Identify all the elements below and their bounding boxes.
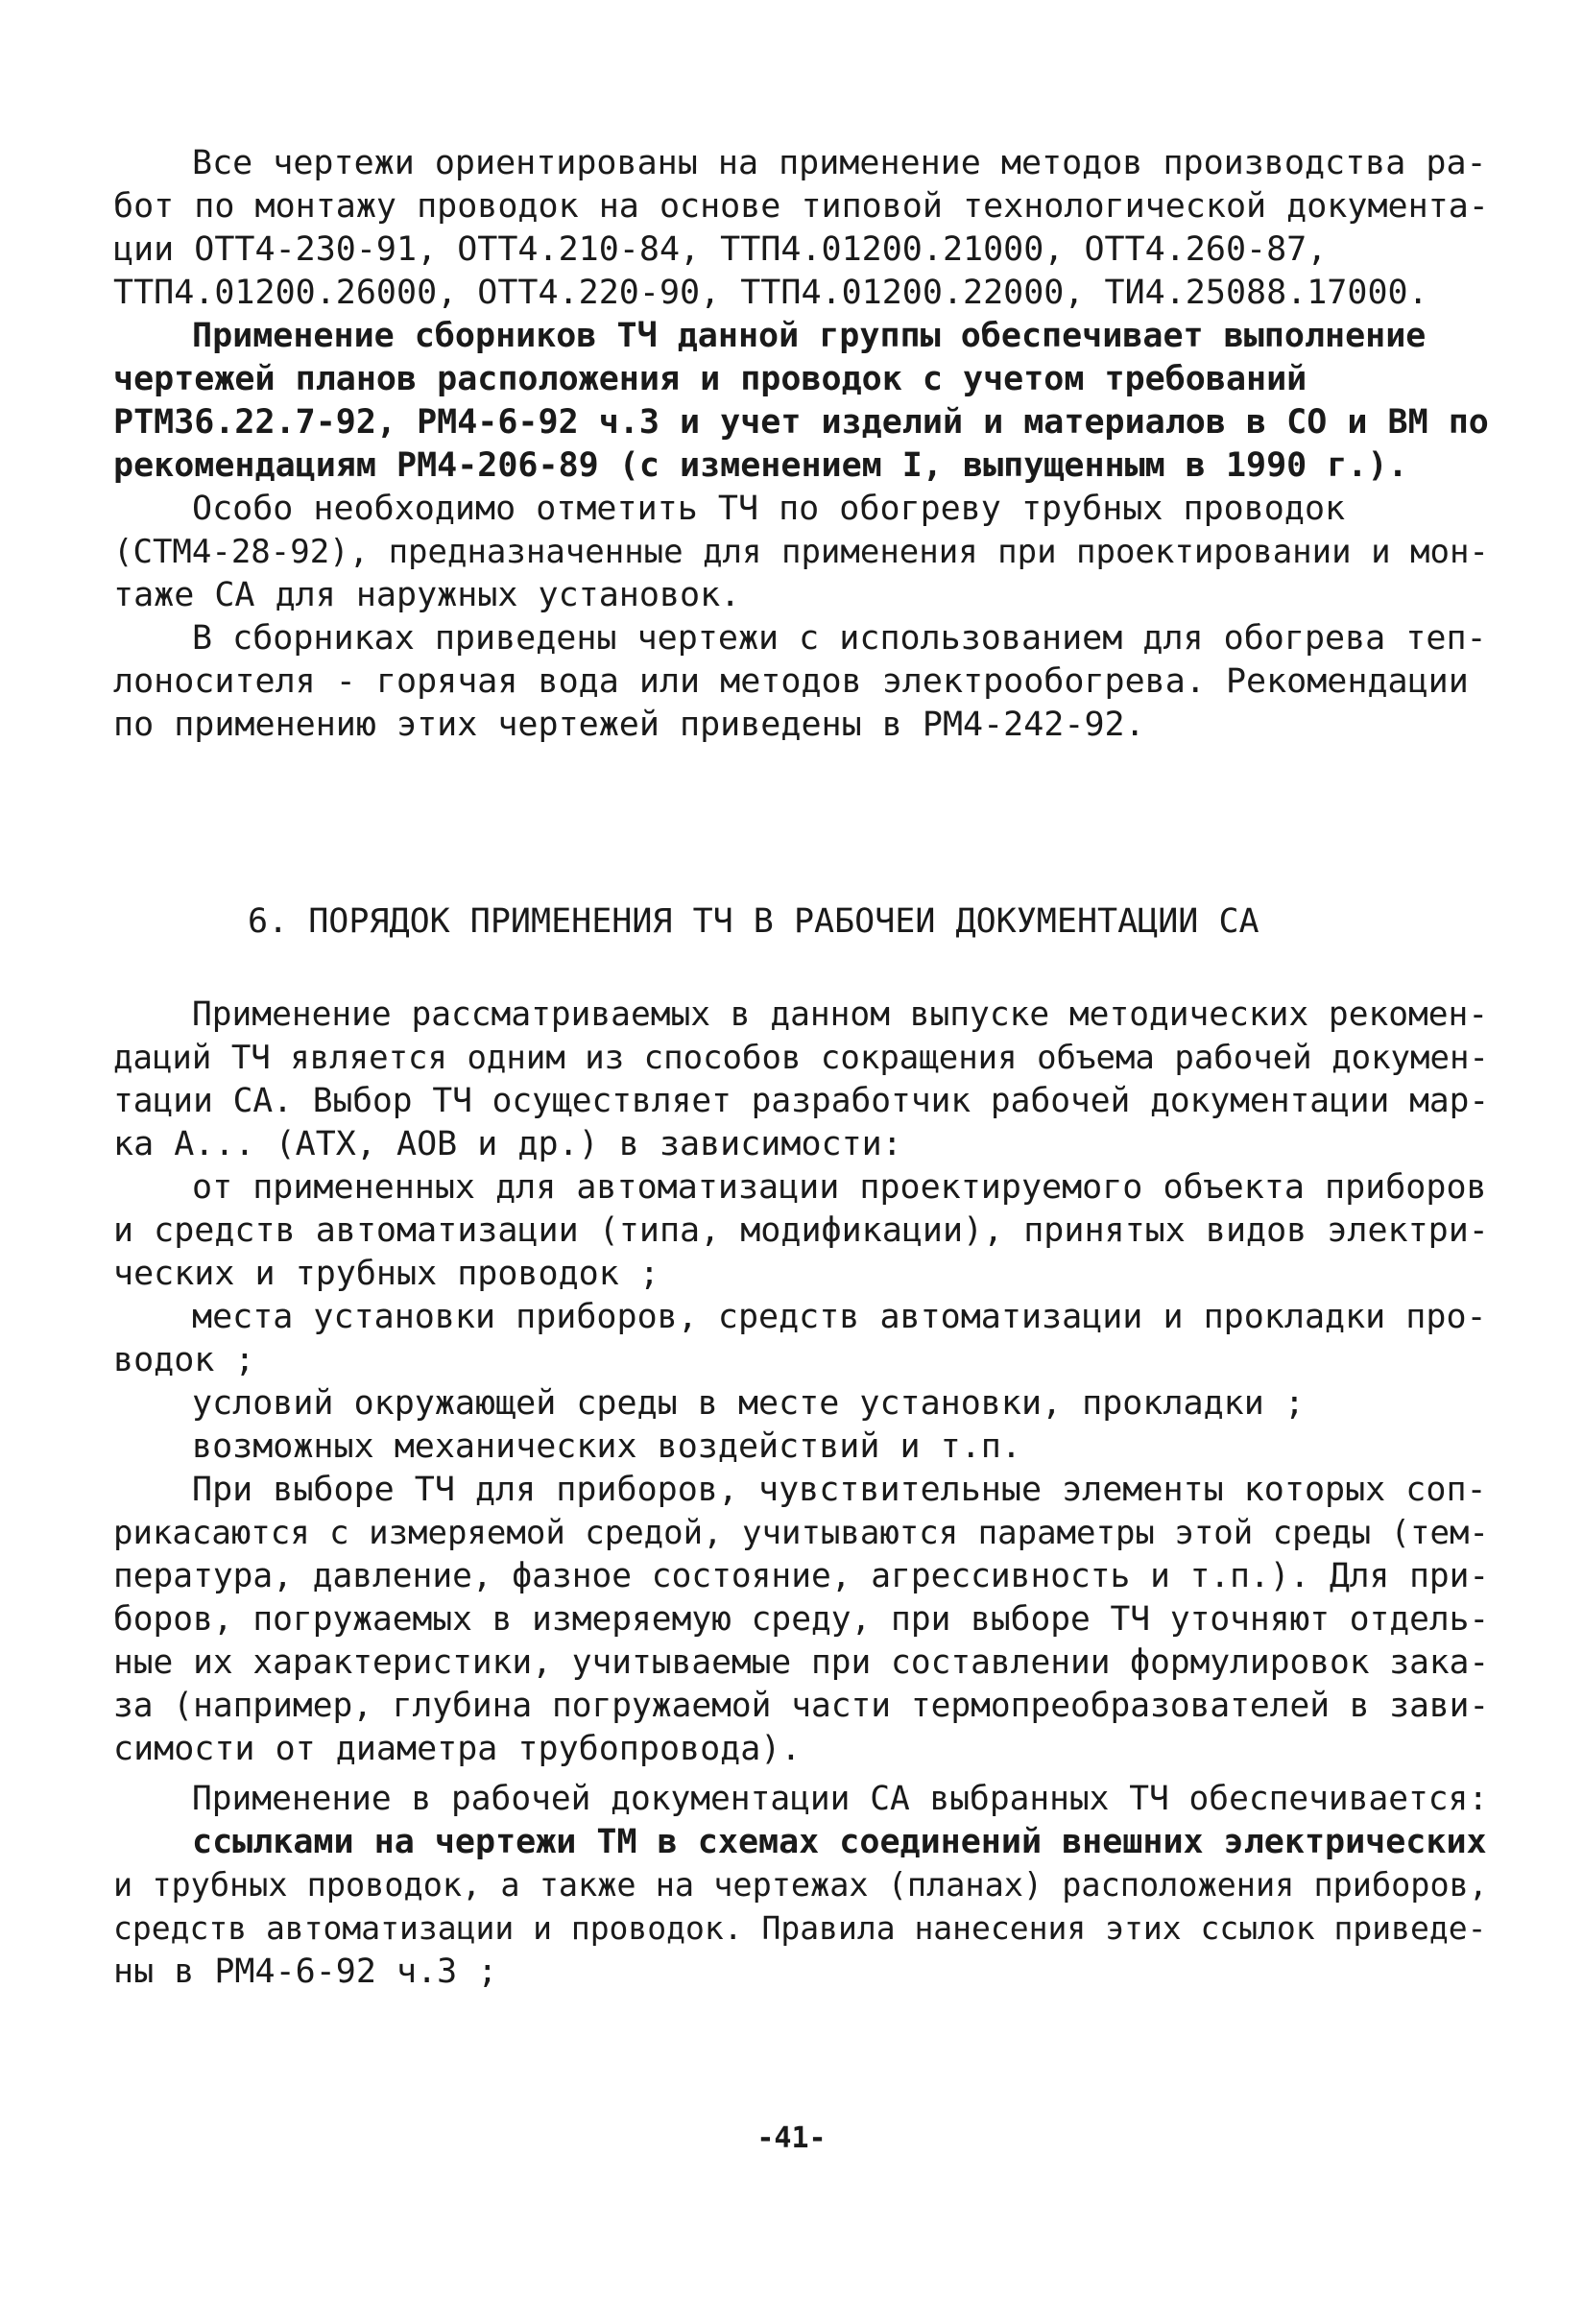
paragraph-10-line-3: пература, давление, фазное состояние, агрессивность и т.п.). Для при- [113, 1557, 1490, 1595]
paragraph-7-line-1: места установки приборов, средств автоматизации и прокладки про- [192, 1298, 1487, 1336]
paragraph-6-line-2: и средств автоматизации (типа, модификации), принятых видов электри- [113, 1211, 1489, 1250]
paragraph-5-line-1: Применение рассматриваемых в данном выпуске методических рекомен- [192, 995, 1489, 1034]
paragraph-2-line-3: РТМ36.22.7-92, РМ4-6-92 ч.3 и учет изделий и материалов в СО и ВМ по [113, 403, 1489, 442]
paragraph-6-line-1: от примененных для автоматизации проектируемого объекта приборов [192, 1168, 1487, 1207]
paragraph-12-line-1: ссылками на чертежи ТМ в схемах соединений внешних электрических [192, 1823, 1487, 1861]
paragraph-10-line-6: за (например, глубина погружаемой части термопреобразователей в зави- [113, 1687, 1490, 1725]
section-heading: 6. ПОРЯДОК ПРИМЕНЕНИЯ ТЧ В РАБОЧЕИ ДОКУМЕНТАЦИИ СА [248, 902, 1259, 941]
paragraph-4-line-1: В сборниках приведены чертежи с использованием для обогрева теп- [192, 619, 1487, 658]
paragraph-2-line-2: чертежей планов расположения и проводок с учетом требований [113, 360, 1307, 398]
paragraph-6-line-3: ческих и трубных проводок ; [113, 1255, 660, 1293]
paragraph-12-line-2: и трубных проводок, а также на чертежах (планах) расположения приборов, [113, 1866, 1488, 1904]
paragraph-10-line-4: боров, погружаемых в измеряемую среду, при выборе ТЧ уточняют отдель- [113, 1600, 1490, 1639]
paragraph-12-line-3: средств автоматизации и проводок. Правила нанесения этих ссылок приведе- [113, 1909, 1487, 1947]
paragraph-5-line-4: ка А... (АТХ, АОВ и др.) в зависимости: [113, 1125, 902, 1163]
paragraph-1-line-1: Все чертежи ориентированы на применение методов производства ра- [192, 144, 1487, 182]
paragraph-11-line-1: Применение в рабочей документации СА выбранных ТЧ обеспечивается: [192, 1780, 1489, 1818]
paragraph-3-line-2: (СТМ4-28-92), предназначенные для применения при проектировании и мон- [113, 533, 1489, 571]
paragraph-2-line-4: рекомендациям РМ4-206-89 (с изменением I, выпущенным в 1990 г.). [113, 446, 1408, 485]
paragraph-5-line-2: даций ТЧ является одним из способов сокращения объема рабочей докумен- [113, 1039, 1489, 1077]
page-number: -41- [756, 2121, 827, 2155]
paragraph-4-line-2: лоносителя - горячая вода или методов электрообогрева. Рекомендации [113, 662, 1469, 701]
paragraph-1-line-4: ТТП4.01200.26000, ОТТ4.220-90, ТТП4.01200.22000, ТИ4.25088.17000. [113, 274, 1428, 312]
paragraph-1-line-2: бот по монтажу проводок на основе типовой технологической документа- [113, 187, 1489, 226]
paragraph-9-line-1: возможных механических воздействий и т.п. [192, 1427, 1021, 1466]
paragraph-3-line-3: таже СА для наружных установок. [113, 576, 741, 614]
paragraph-1-line-3: ции ОТТ4-230-91, ОТТ4.210-84, ТТП4.01200.21000, ОТТ4.260-87, [113, 230, 1328, 269]
paragraph-10-line-2: рикасаются с измеряемой средой, учитываются параметры этой среды (тем- [113, 1514, 1489, 1552]
paragraph-12-line-4: ны в РМ4-6-92 ч.3 ; [113, 1953, 498, 1991]
paragraph-10-line-7: симости от диаметра трубопровода). [113, 1730, 802, 1768]
paragraph-7-line-2: водок ; [113, 1341, 255, 1379]
paragraph-10-line-1: При выборе ТЧ для приборов, чувствительные элементы которых соп- [192, 1471, 1487, 1509]
paragraph-2-line-1: Применение сборников ТЧ данной группы обеспечивает выполнение [192, 317, 1427, 355]
paragraph-8-line-1: условий окружающей среды в месте установки, прокладки ; [192, 1384, 1305, 1423]
paragraph-5-line-3: тации СА. Выбор ТЧ осуществляет разработчик рабочей документации мар- [113, 1082, 1490, 1120]
paragraph-4-line-3: по применению этих чертежей приведены в РМ4-242-92. [113, 706, 1145, 744]
paragraph-3-line-1: Особо необходимо отметить ТЧ по обогреву трубных проводок [192, 490, 1346, 528]
paragraph-10-line-5: ные их характеристики, учитываемые при составлении формулировок зака- [113, 1643, 1490, 1682]
